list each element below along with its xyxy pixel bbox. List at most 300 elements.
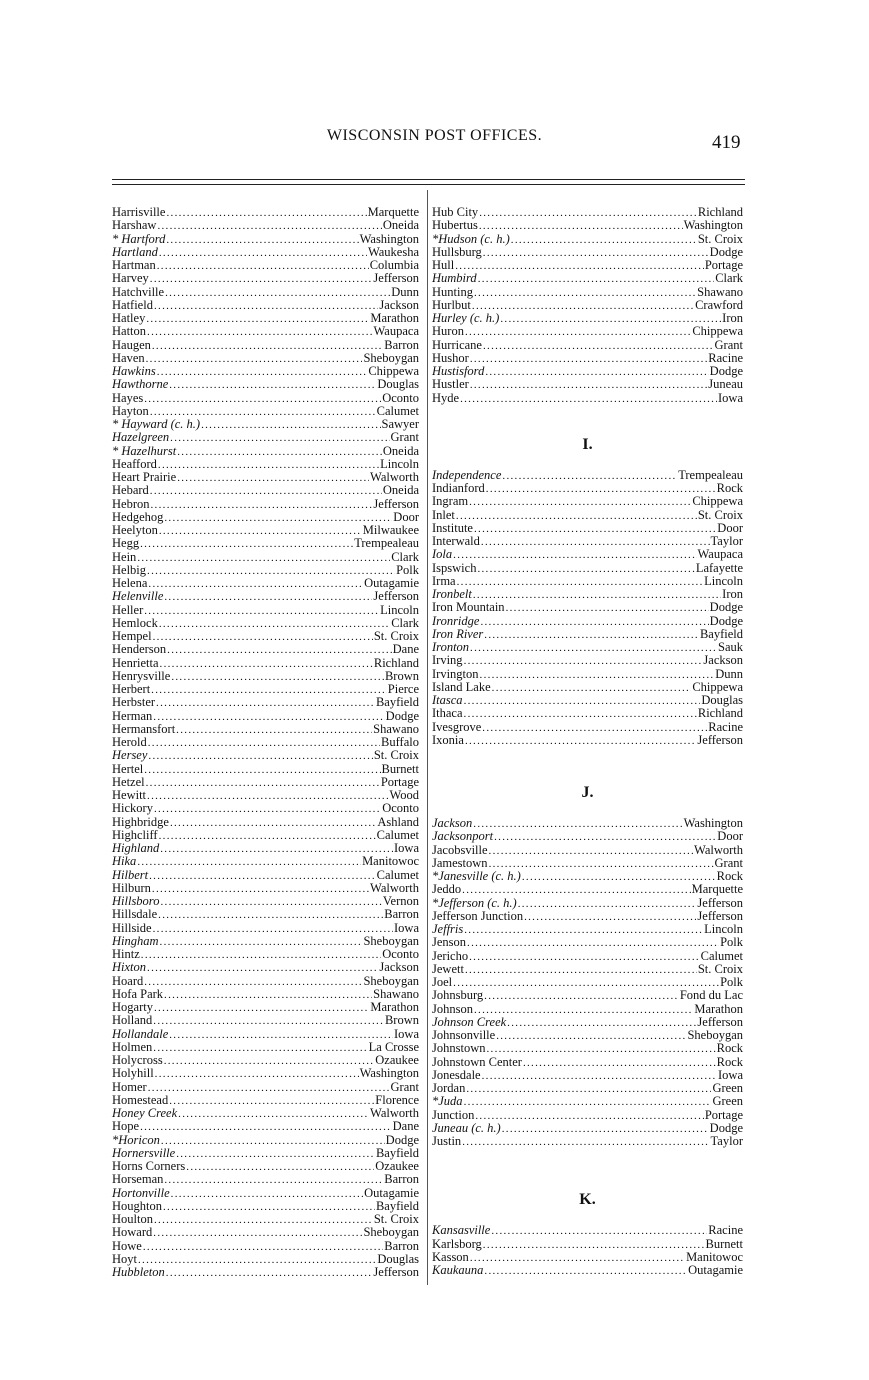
post-office-name: Heelyton xyxy=(112,523,158,537)
post-office-name: Henrysville xyxy=(112,668,171,683)
post-office-name: Hersey xyxy=(112,748,148,763)
post-office-entry xyxy=(112,776,419,789)
post-office-name: Holland xyxy=(112,1013,153,1028)
dot-leader xyxy=(147,962,378,975)
dot-leader xyxy=(481,536,710,549)
post-office-entry xyxy=(112,1187,419,1200)
post-office-entry xyxy=(112,683,419,696)
dot-leader xyxy=(176,1148,375,1161)
post-office-entry xyxy=(432,1082,743,1095)
county-name: Oconto xyxy=(382,947,419,961)
dot-leader xyxy=(170,817,376,830)
post-office-name: Jordan xyxy=(432,1081,466,1095)
post-office-name: Iron Mountain xyxy=(432,600,505,615)
post-office-entry xyxy=(432,734,743,747)
post-office-entry xyxy=(112,895,419,908)
county-name: Outagamie xyxy=(364,576,419,590)
county-name: Shawano xyxy=(373,986,419,1001)
dot-leader xyxy=(465,326,691,339)
post-office-entry xyxy=(432,365,743,378)
post-office-entry xyxy=(432,575,743,588)
post-office-name: Hofa Park xyxy=(112,986,164,1001)
county-name: Calumet xyxy=(376,827,419,842)
dot-leader xyxy=(523,1057,716,1070)
post-office-name: Highland xyxy=(112,841,160,855)
county-name: St. Croix xyxy=(697,231,743,246)
post-office-name: *Hudson (c. h.) xyxy=(432,231,510,246)
column-divider xyxy=(427,190,428,1285)
post-office-name: Herman xyxy=(112,708,153,723)
post-office-entry xyxy=(112,498,419,511)
post-office-entry xyxy=(432,721,743,734)
post-office-name: Herold xyxy=(112,735,147,749)
post-office-entry xyxy=(432,668,743,681)
post-office-entry xyxy=(432,246,743,259)
dot-leader xyxy=(144,393,381,406)
post-office-name: Hika xyxy=(112,854,137,869)
section-spacer xyxy=(432,803,743,817)
post-office-entry xyxy=(432,989,743,1002)
county-name: Buffalo xyxy=(381,735,419,749)
dot-leader xyxy=(146,313,369,326)
post-office-entry xyxy=(112,564,419,577)
post-office-name: Hazelgreen xyxy=(112,430,170,445)
dot-leader xyxy=(169,1029,393,1042)
post-office-name: Holycross xyxy=(112,1053,163,1067)
county-name: Dodge xyxy=(385,1132,419,1147)
post-office-name: Harvey xyxy=(112,271,149,286)
dot-leader xyxy=(469,496,691,509)
post-office-name: Helenville xyxy=(112,589,164,604)
post-office-name: Hilburn xyxy=(112,880,151,895)
post-office-entry xyxy=(432,628,743,641)
post-office-entry xyxy=(112,219,419,232)
county-name: St. Croix xyxy=(697,961,743,976)
post-office-entry xyxy=(112,312,419,325)
post-office-entry xyxy=(432,1003,743,1016)
post-office-name: Johnsonville xyxy=(432,1028,496,1042)
dot-leader xyxy=(482,1070,717,1083)
dot-leader xyxy=(144,764,380,777)
post-office-name: Jacksonport xyxy=(432,829,494,844)
dot-leader xyxy=(518,898,697,911)
post-office-name: Hatley xyxy=(112,311,146,325)
post-office-entry xyxy=(432,1042,743,1055)
post-office-name: Jonesdale xyxy=(432,1067,481,1082)
dot-leader xyxy=(456,510,697,523)
dot-leader xyxy=(141,949,381,962)
county-name: Jackson xyxy=(379,960,419,975)
dot-leader xyxy=(474,287,696,300)
dot-leader xyxy=(165,287,390,300)
post-office-name: Hope xyxy=(112,1119,140,1134)
post-office-entry xyxy=(432,272,743,285)
dot-leader xyxy=(164,512,392,525)
county-name: Washington xyxy=(359,1066,419,1081)
section-heading: I. xyxy=(582,435,593,453)
county-name: Dodge xyxy=(709,244,743,259)
dot-leader xyxy=(474,523,716,536)
dot-leader xyxy=(511,234,697,247)
dot-leader xyxy=(506,602,709,615)
county-name: Portage xyxy=(380,774,419,789)
county-name: St. Croix xyxy=(373,629,419,643)
post-office-name: Houlton xyxy=(112,1212,153,1226)
county-name: Sawyer xyxy=(381,417,419,431)
dot-leader xyxy=(484,1265,687,1278)
post-office-name: Jefferson Junction xyxy=(432,908,524,923)
post-office-name: Irvington xyxy=(432,666,479,681)
dot-leader xyxy=(500,313,721,326)
dot-leader xyxy=(171,671,384,684)
dot-leader xyxy=(453,549,696,562)
dot-leader xyxy=(507,1017,696,1030)
post-office-name: Ironton xyxy=(432,640,470,654)
county-name: Green xyxy=(712,1094,743,1109)
post-office-name: Hewitt xyxy=(112,788,147,802)
header-rule-bottom xyxy=(112,184,745,185)
post-office-name: Justin xyxy=(432,1134,462,1148)
dot-leader xyxy=(457,576,704,589)
dot-leader xyxy=(150,485,382,498)
dot-leader xyxy=(140,538,353,551)
page-number: 419 xyxy=(712,132,741,153)
post-office-name: Indianford xyxy=(432,481,485,495)
dot-leader xyxy=(177,446,382,459)
county-name: Lincoln xyxy=(380,456,419,471)
post-office-entry xyxy=(432,897,743,910)
county-name: Washington xyxy=(683,218,743,233)
county-name: Rock xyxy=(716,1041,743,1056)
county-name: Dodge xyxy=(385,708,419,723)
post-office-entry xyxy=(112,922,419,935)
post-office-name: Jericho xyxy=(432,948,469,963)
dot-leader xyxy=(472,300,694,313)
post-office-name: Hustler xyxy=(432,377,469,392)
post-office-entry xyxy=(112,749,419,762)
post-office-name: Irving xyxy=(432,653,463,668)
dot-leader xyxy=(137,552,390,565)
dot-leader xyxy=(522,871,716,884)
dot-leader xyxy=(470,353,707,366)
section-heading: K. xyxy=(579,1191,596,1209)
post-office-entry xyxy=(112,590,419,603)
post-office-entry xyxy=(432,844,743,857)
post-office-name: Interwald xyxy=(432,534,480,548)
county-name: Clark xyxy=(715,271,743,286)
post-office-entry xyxy=(112,577,419,590)
post-office-name: Iron River xyxy=(432,626,484,641)
county-name: Green xyxy=(712,1081,743,1095)
right-column xyxy=(432,206,743,1277)
dot-leader xyxy=(153,711,384,724)
post-office-entry xyxy=(432,1095,743,1108)
dot-leader xyxy=(475,1110,703,1123)
post-office-entry xyxy=(112,643,419,656)
dot-leader xyxy=(462,1136,709,1149)
post-office-name: Iola xyxy=(432,547,453,562)
post-office-name: Jacobsville xyxy=(432,842,488,857)
post-office-entry xyxy=(112,736,419,749)
post-office-entry xyxy=(112,537,419,550)
dot-leader xyxy=(154,803,381,816)
post-office-name: Ironbelt xyxy=(432,587,472,601)
post-office-entry xyxy=(112,789,419,802)
dot-leader xyxy=(144,605,379,618)
post-office-name: Henderson xyxy=(112,642,167,657)
post-office-name: Jamestown xyxy=(432,855,488,870)
county-name: Dodge xyxy=(709,613,743,628)
post-office-entry xyxy=(112,802,419,815)
dot-leader xyxy=(483,247,709,260)
post-office-entry xyxy=(112,378,419,391)
dot-leader xyxy=(470,642,717,655)
dot-leader xyxy=(143,1241,383,1254)
county-name: Chippewa xyxy=(692,494,743,509)
county-name: Oconto xyxy=(382,801,419,816)
county-name: Polk xyxy=(396,562,419,577)
dot-leader xyxy=(150,273,373,286)
dot-leader xyxy=(473,589,721,602)
post-office-name: Hemlock xyxy=(112,615,158,630)
dot-leader xyxy=(164,591,372,604)
post-office-name: Hebard xyxy=(112,483,149,498)
post-office-name: Hedgehog xyxy=(112,509,164,524)
post-office-entry xyxy=(432,976,743,989)
post-office-name: Holyhill xyxy=(112,1066,154,1081)
dot-leader xyxy=(170,432,389,445)
post-office-name: Karlsborg xyxy=(432,1236,482,1251)
post-office-entry xyxy=(112,604,419,617)
dot-leader xyxy=(479,207,697,220)
dot-leader xyxy=(502,470,677,483)
dot-leader xyxy=(154,1002,369,1015)
county-name: Jefferson xyxy=(373,271,419,286)
post-office-name: Kasson xyxy=(432,1249,469,1264)
county-name: Marathon xyxy=(370,1000,419,1014)
county-name: Ozaukee xyxy=(375,1053,419,1067)
dot-leader xyxy=(160,843,393,856)
post-office-entry xyxy=(112,551,419,564)
post-office-entry xyxy=(432,299,743,312)
dot-leader xyxy=(160,896,381,909)
county-name: Columbia xyxy=(369,258,419,272)
dot-leader xyxy=(153,1042,367,1055)
post-office-entry xyxy=(432,562,743,575)
post-office-entry xyxy=(112,961,419,974)
post-office-name: Hayes xyxy=(112,390,144,405)
county-name: Douglas xyxy=(377,1251,419,1266)
county-name: Racine xyxy=(708,1223,743,1238)
county-name: Oneida xyxy=(382,218,419,233)
post-office-entry xyxy=(432,535,743,548)
dot-leader xyxy=(464,708,697,721)
post-office-name: Hatfield xyxy=(112,297,153,312)
post-office-entry xyxy=(112,1160,419,1173)
section-spacer xyxy=(432,747,743,783)
county-name: Juneau xyxy=(708,377,743,392)
post-office-name: Independence xyxy=(432,467,502,482)
section-spacer xyxy=(432,405,743,435)
county-name: Vernon xyxy=(382,894,419,908)
post-office-name: Jenson xyxy=(432,935,467,950)
post-office-entry xyxy=(432,601,743,614)
section-spacer xyxy=(432,455,743,469)
dot-leader xyxy=(186,1161,374,1174)
county-name: Trempealeau xyxy=(678,467,743,482)
dot-leader xyxy=(491,1225,707,1238)
dot-leader xyxy=(137,856,361,869)
post-office-entry xyxy=(432,923,743,936)
post-office-name: Jackson xyxy=(432,816,473,830)
dot-leader xyxy=(164,1055,375,1068)
post-office-entry xyxy=(112,1054,419,1067)
post-office-entry xyxy=(112,1213,419,1226)
county-name: Rock xyxy=(716,481,743,495)
dot-leader xyxy=(169,379,376,392)
post-office-name: Island Lake xyxy=(432,679,491,694)
dot-leader xyxy=(159,618,390,631)
post-office-name: *Horicon xyxy=(112,1132,160,1147)
county-name: Iowa xyxy=(718,1067,743,1082)
post-office-entry xyxy=(432,509,743,522)
post-office-entry xyxy=(112,418,419,431)
county-name: Waukesha xyxy=(367,244,419,259)
dot-leader xyxy=(155,1068,359,1081)
post-office-name: Joel xyxy=(432,975,453,989)
post-office-entry xyxy=(112,1226,419,1239)
dot-leader xyxy=(148,578,363,591)
post-office-name: Juneau (c. h.) xyxy=(432,1120,501,1135)
post-office-entry xyxy=(432,352,743,365)
post-office-entry xyxy=(432,1251,743,1264)
county-name: Oconto xyxy=(382,390,419,405)
section-spacer xyxy=(432,1210,743,1224)
post-office-name: Howard xyxy=(112,1225,153,1240)
post-office-name: Hawthorne xyxy=(112,377,169,392)
post-office-name: Hartman xyxy=(112,258,156,272)
dot-leader xyxy=(148,737,380,750)
post-office-entry xyxy=(112,855,419,868)
post-office-entry xyxy=(112,723,419,736)
county-name: Walworth xyxy=(694,842,743,857)
dot-leader xyxy=(161,1135,385,1148)
post-office-entry xyxy=(112,392,419,405)
dot-leader xyxy=(166,207,366,220)
county-name: Marathon xyxy=(370,311,419,325)
post-office-name: Homestead xyxy=(112,1092,169,1107)
dot-leader xyxy=(474,1004,693,1017)
post-office-name: Irma xyxy=(432,573,456,588)
post-office-entry xyxy=(432,259,743,272)
county-name: Dane xyxy=(392,1119,419,1134)
dot-leader xyxy=(160,658,373,671)
post-office-entry xyxy=(432,870,743,883)
post-office-name: Holmen xyxy=(112,1039,153,1054)
post-office-name: Johnsburg xyxy=(432,988,484,1003)
county-name: Jefferson xyxy=(373,1265,419,1279)
county-name: Grant xyxy=(390,1079,419,1094)
post-office-name: Henrietta xyxy=(112,655,159,670)
county-name: Manitowoc xyxy=(362,854,419,869)
post-office-name: Hillsdale xyxy=(112,907,158,922)
post-office-name: Homer xyxy=(112,1079,147,1094)
post-office-name: Hustisford xyxy=(432,364,485,378)
post-office-entry xyxy=(112,696,419,709)
post-office-name: Hermansfort xyxy=(112,721,176,736)
post-office-entry xyxy=(112,908,419,921)
dot-leader xyxy=(157,260,369,273)
post-office-entry xyxy=(432,495,743,508)
post-office-name: Hickory xyxy=(112,801,153,816)
county-name: St. Croix xyxy=(697,507,743,522)
dot-leader xyxy=(144,976,362,989)
dot-leader xyxy=(140,1121,392,1134)
post-office-name: Heafford xyxy=(112,456,157,471)
county-name: Jefferson xyxy=(697,1014,743,1029)
post-office-entry xyxy=(432,325,743,338)
post-office-name: Heller xyxy=(112,602,144,617)
county-name: Jefferson xyxy=(697,908,743,923)
post-office-entry xyxy=(432,548,743,561)
dot-leader xyxy=(159,830,376,843)
post-office-entry xyxy=(432,378,743,391)
post-office-entry xyxy=(112,1147,419,1160)
post-office-name: Hortonville xyxy=(112,1185,170,1200)
county-name: Richland xyxy=(697,205,743,219)
county-name: Dodge xyxy=(709,1120,743,1135)
dot-leader xyxy=(163,1201,375,1214)
dot-leader xyxy=(153,923,393,936)
post-office-name: Hatton xyxy=(112,324,147,339)
post-office-entry xyxy=(112,246,419,259)
county-name: Oneida xyxy=(382,443,419,458)
dot-leader xyxy=(477,563,694,576)
post-office-name: Hintz xyxy=(112,947,140,961)
county-name: Lincoln xyxy=(380,602,419,617)
post-office-entry xyxy=(112,1120,419,1133)
post-office-entry xyxy=(112,524,419,537)
post-office-name: Hollandale xyxy=(112,1026,169,1041)
post-office-name: * Hayward (c. h.) xyxy=(112,417,201,431)
post-office-entry xyxy=(112,471,419,484)
dot-leader xyxy=(164,989,372,1002)
dot-leader xyxy=(159,247,367,260)
post-office-name: Johnstown xyxy=(432,1041,486,1056)
county-name: Polk xyxy=(720,975,743,989)
post-office-entry xyxy=(112,511,419,524)
post-office-entry xyxy=(112,1001,419,1014)
county-name: Sheboygan xyxy=(687,1028,743,1042)
dot-leader xyxy=(483,1239,705,1252)
dot-leader xyxy=(201,419,380,432)
county-name: Outagamie xyxy=(688,1263,743,1277)
dot-leader xyxy=(492,682,692,695)
post-office-entry xyxy=(112,1028,419,1041)
county-name: Pierce xyxy=(387,682,419,696)
post-office-entry xyxy=(432,1029,743,1042)
county-name: Washington xyxy=(683,816,743,830)
county-name: Marquette xyxy=(691,882,743,897)
post-office-entry xyxy=(432,615,743,628)
post-office-name: Kaukauna xyxy=(432,1263,484,1277)
post-office-entry xyxy=(432,963,743,976)
post-office-name: Hyde xyxy=(432,390,460,405)
county-name: Barron xyxy=(384,337,419,352)
county-name: Jackson xyxy=(703,653,743,668)
dot-leader xyxy=(502,1123,709,1136)
county-name: Sheboygan xyxy=(363,973,419,988)
